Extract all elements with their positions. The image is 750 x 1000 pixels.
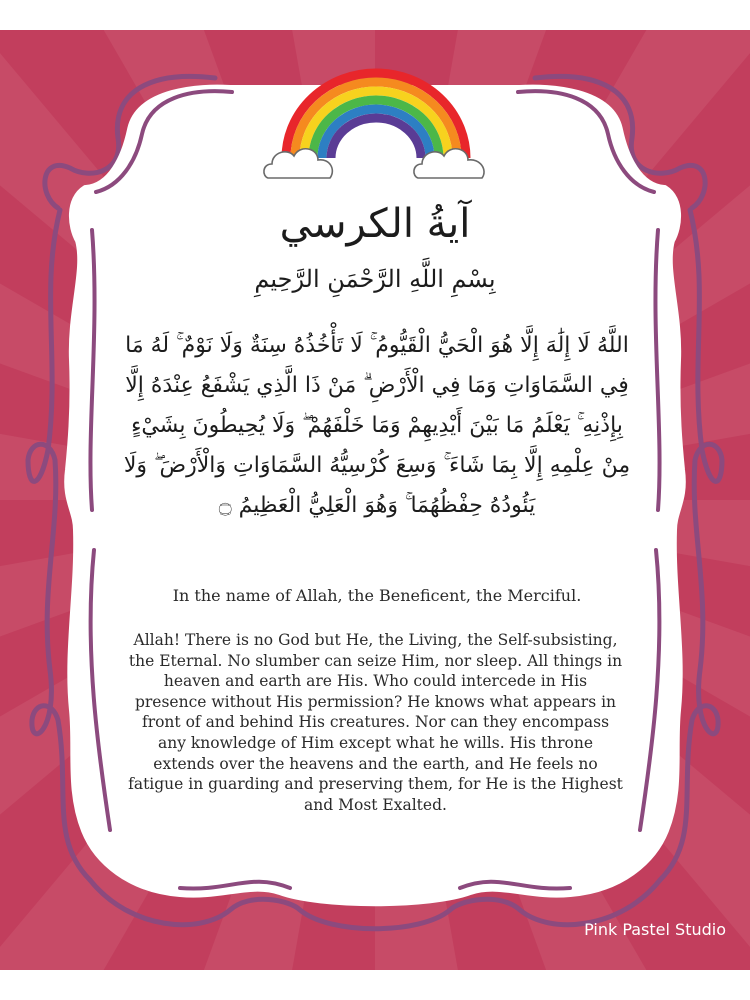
arabic-verse: اللَّهُ لَا إِلَٰهَ إِلَّا هُوَ الْحَيُّ الْقَيُّومُ ۚ لَا تَأْخُذُهُ سِنَةٌ وَلَا نَوْمٌ ۚ لَهُ مَا فِي السَّمَاوَاتِ وَمَا فِي الْأَرْضِ ۗ مَنْ ذَا الَّذِي يَشْفَعُ عِنْدَهُ إِلَّا بِإِذْنِهِ ۚ يَعْلَمُ مَا بَيْنَ أَيْدِيهِمْ وَمَا خَلْفَهُمْ ۖ وَلَا يُحِيطُونَ بِشَيْءٍ مِنْ عِلْمِهِ إِلَّا بِمَا شَاءَ ۚ وَسِعَ كُرْسِيُّهُ السَّمَاوَاتِ وَالْأَرْضَ ۖ وَلَا يَئُودُهُ حِفْظُهُمَا ۚ وَهُوَ الْعَلِيُّ الْعَظِيمُ ۝ <box>123 333 631 518</box>
english-subtitle: In the name of Allah, the Beneficent, the Merciful. <box>172 586 582 605</box>
english-translation: Allah! There is no God but He, the Living, the Self-subsisting, the Eternal. No slumber can seize Him, nor sleep. All things in heaven and earth are His. Who could intercede in His presence without His permission? He knows what appears in front of and behind His creatures. Nor can they encompass any knowledge of Him except what he wills. His throne extends over the heavens and the earth, and He feels no fatigue in guarding and preserving them, for He is the Highest and Most Exalted. <box>128 631 623 814</box>
poster <box>0 30 750 970</box>
basmala-calligraphy: بِسْمِ اللَّهِ الرَّحْمَنِ الرَّحِيمِ <box>254 265 496 293</box>
page-title: آيةُ الكرسي <box>279 201 471 247</box>
studio-credit: Pink Pastel Studio <box>584 920 726 939</box>
